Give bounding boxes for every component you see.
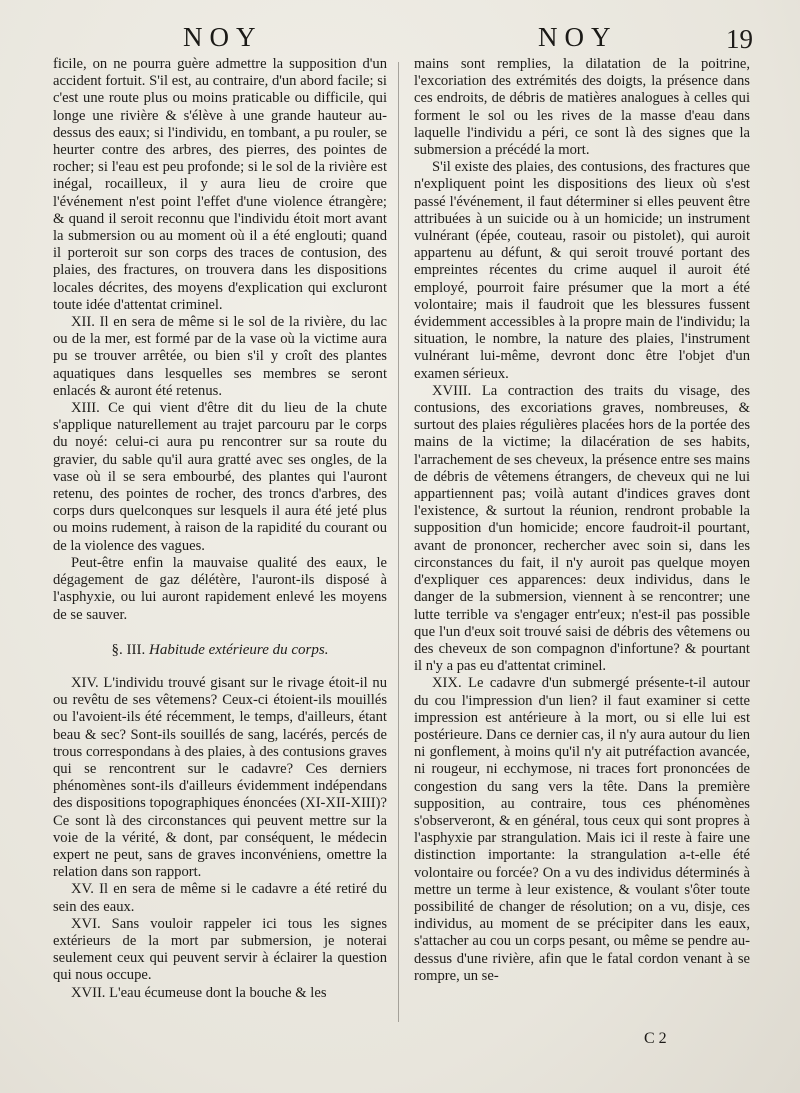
right-column <box>414 56 750 985</box>
section-number: §. III. <box>111 641 146 658</box>
paragraph: XV. Il en sera de même si le cadavre a été retiré du sein des eaux. <box>53 881 387 915</box>
running-head-left: NOY <box>183 22 263 52</box>
column-divider <box>398 62 399 1022</box>
paragraph: XII. Il en sera de même si le sol de la rivière, du lac ou de la mer, est formé par de la vase où la victime aura pu se trouver arrêtée, ou bien s'il y croît des plantes aquatiques dans lesquelles ses membres se seront enlacés & auront été retenus. <box>53 314 387 399</box>
paragraph: XVI. Sans vouloir rappeler ici tous les signes extérieurs de la mort par submersion, je noterai seulement ceux qui peuvent servir à éclairer la question qui nous occupe. <box>53 915 387 984</box>
paragraph: XIV. L'individu trouvé gisant sur le rivage étoit-il nu ou revêtu de ses vêtemens? Ceux-ci étoient-ils mouillés ou l'avoient-ils été récemment, le temps, d'ailleurs, étant beau & sec? Sont-ils souillés de sang, lacérés, percés de trous correspondans à des plaies, à des contusions graves qui se rencontrent sur le cadavre? Ces derniers phénomènes sont-ils d'ailleurs évidemment indépendans des dispositions topographiques énoncées (XI-XII-XIII)? Ce sont là des circonstances qui peuvent mettre sur la voie de la vérité, & dont, par conséquent, le médecin expert ne peut, sans de graves inconvéniens, omettre la relation dans son rapport. <box>53 674 387 881</box>
paragraph: XVII. L'eau écumeuse dont la bouche & les <box>71 984 327 1001</box>
paragraph: XIX. Le cadavre d'un submergé présente-t-il autour du cou l'impression d'un lien? il faut examiner si cette impression est antérieure à la mort, ou si elle lui est postérieure. Dans ce dernier cas, il n'y aura autour du lien ni gonflement, à moins qu'il n'y ait putréfaction avancée, ni rougeur, ni ecchymose, ni traces fort prononcées de congestion du sang vers la tête. Dans la première supposition, au contraire, tous ces phénomènes s'observeront, & en général, tous ceux qui sont propres à l'asphyxie par strangulation. Mais ici il reste à faire une distinction importante: la strangulation a-t-elle été volontaire ou forcée? On a vu des individus déterminés à mettre un terme à leur existence, & voulant s'ôter toute possibilité de changer de résolution; on a vu, disje, ces individus, au moment de se précipiter dans les eaux, s'attacher au cou un corps pesant, ou même se pendre au-dessus d'une rivière, afin que le fatal cordon venant à se rompre, un se- <box>414 675 750 984</box>
signature-mark: C 2 <box>644 1030 667 1047</box>
paragraph: Peut-être enfin la mauvaise qualité des eaux, le dégagement de gaz délétère, l'auront-ils disposé à l'asphyxie, ou lui auront rapidement enlevé les moyens de se sauver. <box>53 554 387 623</box>
left-column <box>53 56 387 1002</box>
running-head-right: NOY <box>538 22 618 52</box>
paragraph: XIII. Ce qui vient d'être dit du lieu de la chute s'applique naturellement au trajet parcouru par le corps du noyé: celui-ci aura pu rencontrer sur sa route du gravier, du sable qu'il aura gratté avec ses ongles, de la vase où il se sera embourbé, des plantes qui l'auront retenu, des pointes de rocher, des troncs d'arbres, des corps durs quelconques sur lesquels il aura été jeté plus ou moins rudement, à raison de la rapidité du courant ou de la violence des vagues. <box>53 400 387 554</box>
paragraph: XVIII. La contraction des traits du visage, des contusions, des excoriations graves, nombreuses, & surtout des plaies régulières placées hors de la portée des mains de la victime; la dilacération de ses habits, l'arrachement de ses cheveux, la présence entre ses mains de débris de vêtemens étrangers, de cheveux qui ne lui appartiennent pas; voilà autant d'indices graves dont l'existence, & surtout la réunion, rendront probable la supposition d'un homicide; encore faudroit-il pourtant, avant de prononcer, rechercher avec soin si, dans les circonstances du fait, il n'y auroit pas quelque moyen d'expliquer ces apparences: deux individus, dans le danger de la submersion, viennent à se rencontrer; une lutte terrible va s'engager entr'eux; n'est-il pas possible que l'un d'eux soit trouvé saisi de débris des vêtemens ou des cheveux de son compagnon d'infortune? & pourtant il n'y a pas eu d'attentat criminel. <box>414 382 750 675</box>
paragraph: ficile, on ne pourra guère admettre la supposition d'un accident fortuit. S'il est, au contraire, d'un abord facile; si c'est une route plus ou moins praticable ou difficile, qui longe une rivière & s'élève à une grande hauteur au-dessus des eaux; si l'individu, en tombant, a pu rouler, se heurter contre des arbres, des pierres, des pointes de rocher; si l'eau est peu profonde; si le sol de la rivière est inégal, rocailleux, il y aura lieu de croire que l'événement n'est point l'effet d'une violence étrangère; & quand il seroit reconnu que l'individu étoit mort avant la submersion ou au moment où il a été englouti; quand il porteroit sur son corps des traces de contusion, des plaies, des fractures, on trouvera dans les dispositions locales décrites, des moyens d'explication qui excluront toute idée d'attentat criminel. <box>53 56 387 313</box>
page-number: 19 <box>726 24 753 54</box>
paragraph: S'il existe des plaies, des contusions, des fractures que n'expliquent point les dispositions des lieux où s'est passé l'événement, il faut déterminer si elles peuvent être attribuées à un suicide ou à un homicide; un instrument vulnérant (épée, couteau, rasoir ou pistolet), qui auroit appartenu au défunt, & qui seroit trouvé portant des empreintes récentes du crime auquel il auroit été employé, pourroit faire présumer que la mort a été volontaire; mais il faudroit que les blessures fussent évidemment accessibles à la propre main de l'individu; la situation, le nombre, la nature des plaies, l'instrument vulnérant lui-même, devront donc être l'objet d'un examen sérieux. <box>414 159 750 382</box>
paragraph: mains sont remplies, la dilatation de la poitrine, l'excoriation des extrémités des doigts, la présence dans ces endroits, de débris de matières analogues à celles qui forment le sol ou les rives de la masse d'eau dans laquelle l'individu a péri, ce sont là des signes que la submersion a précédé la mort. <box>414 56 750 159</box>
section-heading <box>53 642 387 659</box>
section-title: Habitude extérieure du corps. <box>149 641 329 658</box>
